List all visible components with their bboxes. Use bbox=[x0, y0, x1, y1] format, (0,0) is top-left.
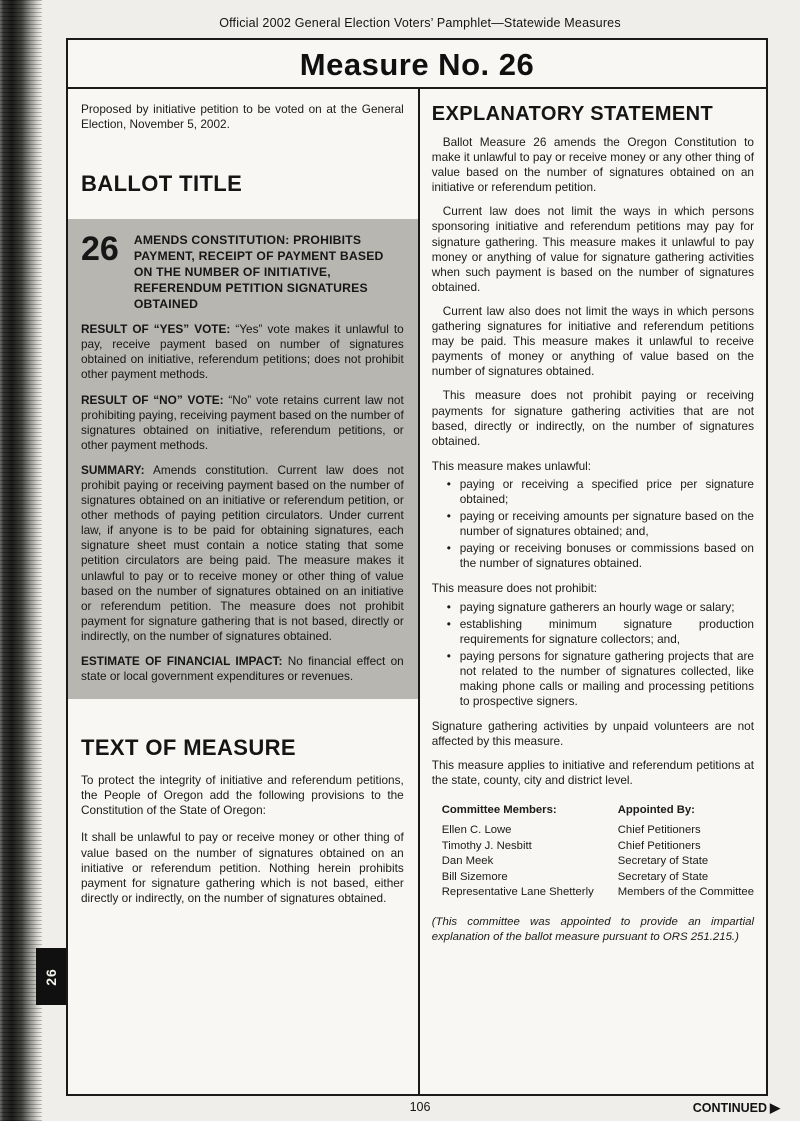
bullet-icon: • bbox=[446, 616, 451, 631]
result-yes-paragraph bbox=[81, 322, 404, 382]
ballot-box-head bbox=[81, 229, 404, 312]
text-of-measure-paragraph: To protect the integrity of initiative and referendum petitions, the People of Oregon add the following provisions to the Constitution of the State of Oregon: bbox=[81, 773, 404, 818]
financial-impact-text: No financial effect on state or local government expenditures or revenues. bbox=[81, 654, 404, 684]
list-item bbox=[447, 477, 754, 507]
continued-arrow-icon: ▶ bbox=[770, 1100, 780, 1115]
result-no-paragraph bbox=[81, 393, 404, 453]
committee-note: (This committee was appointed to provide an impartial explanation of the ballot measure pursuant to ORS 251.215.) bbox=[431, 916, 754, 943]
financial-impact-paragraph bbox=[81, 654, 404, 684]
measure-title: Measure No. 26 bbox=[68, 40, 766, 89]
right-column bbox=[420, 89, 766, 1094]
result-yes-label: RESULT OF “YES” VOTE: bbox=[81, 322, 231, 337]
explanatory-paragraph: Ballot Measure 26 amends the Oregon Constitution to make it unlawful to pay or receive money or any other thing of value based on the number of signatures obtained on an initiative or referendum petition. bbox=[431, 135, 754, 195]
bullet-icon: • bbox=[446, 599, 451, 614]
result-no-text: “No” vote retains current law not prohibiting paying, receiving payment based on the number of signatures obtained on initiative, referendum petitions, or other payment methods. bbox=[81, 392, 404, 452]
page-header: Official 2002 General Election Voters’ Pamphlet—Statewide Measures bbox=[219, 16, 621, 30]
committee-member-name: Bill Sizemore bbox=[441, 870, 508, 883]
committee-row bbox=[442, 885, 754, 901]
committee-appointed-by: Secretary of State bbox=[617, 870, 709, 883]
side-tab-label: 26 bbox=[42, 967, 59, 986]
list-item-text: paying or receiving bonuses or commissions based on the number of signatures obtained. bbox=[459, 541, 754, 571]
columns bbox=[68, 89, 766, 1094]
measure-box bbox=[66, 38, 768, 1096]
committee-member-name: Ellen C. Lowe bbox=[441, 824, 512, 837]
list-item-text: paying persons for signature gathering projects that are not related to the number of signatures collected, like making phone calls or mailing and processing petitions to prospective signers. bbox=[459, 648, 754, 709]
explanatory-paragraph: Current law also does not limit the ways in which persons gathering signatures for initiative and referendum petitions may be paid. This measure makes it unlawful to receive payments of money or anything of value based on the number of signatures obtained. bbox=[431, 303, 754, 379]
explanatory-paragraph: Current law does not limit the ways in which persons sponsoring initiative and referendum petitions may pay for signature gathering. This measure makes it unlawful to pay money or anything of value for signature gathering activities when such payment is based on the number of signatures obtained. bbox=[431, 204, 754, 294]
bullet-icon: • bbox=[446, 509, 451, 524]
not-prohibit-intro: This measure does not prohibit: bbox=[431, 581, 597, 596]
committee-row bbox=[442, 854, 754, 870]
committee-appointed-by: Chief Petitioners bbox=[617, 839, 701, 852]
committee-members-heading: Committee Members: bbox=[441, 803, 557, 816]
continued-label bbox=[693, 1100, 780, 1116]
ballot-title-heading: BALLOT TITLE bbox=[81, 170, 243, 196]
volunteers-paragraph: Signature gathering activities by unpaid volunteers are not affected by this measure. bbox=[431, 719, 754, 749]
list-item bbox=[447, 617, 754, 647]
committee-header-row bbox=[442, 803, 754, 819]
list-item bbox=[447, 541, 754, 571]
committee-appointed-by: Secretary of State bbox=[617, 855, 709, 868]
measure-number: 26 bbox=[81, 229, 119, 268]
committee-row bbox=[442, 823, 754, 839]
result-yes-text: “Yes” vote makes it unlawful to pay, receive payment based on number of signatures obtained on initiative, referendum petitions; does not prohibit other payment methods. bbox=[81, 322, 404, 382]
financial-impact-label: ESTIMATE OF FINANCIAL IMPACT: bbox=[81, 654, 283, 668]
explanatory-paragraph: This measure does not prohibit paying or receiving payments for signature gathering activities that are not based, directly or indirectly, on the number of signatures obtained. bbox=[431, 388, 754, 448]
list-item-text: establishing minimum signature production requirements for signature collectors; and, bbox=[459, 616, 754, 646]
bullet-icon: • bbox=[446, 541, 451, 556]
ballot-title-box bbox=[68, 219, 418, 700]
appointed-by-heading: Appointed By: bbox=[617, 803, 695, 816]
summary-paragraph bbox=[81, 463, 404, 644]
not-prohibit-list bbox=[432, 600, 754, 710]
unlawful-list bbox=[432, 477, 754, 572]
applies-paragraph: This measure applies to initiative and referendum petitions at the state, county, city and district level. bbox=[431, 758, 754, 788]
committee-member-name: Representative Lane Shetterly bbox=[441, 886, 594, 899]
side-tab-measure-26 bbox=[36, 948, 66, 1005]
list-item-text: paying or receiving amounts per signature based on the number of signatures obtained; and, bbox=[459, 509, 754, 539]
bullet-icon: • bbox=[446, 476, 451, 491]
summary-text: Amends constitution. Current law does not prohibit paying or receiving payment based on the number of signatures obtained on an initiative or referendum petition, or other methods of paying petition circulators. Under current law, if anyone is to be paid for obtaining signatures, each signature sheet must contain a notice stating that some petition circulators are being paid. The measure makes it unlawful to pay or to receive money or other thing of value based on the number of signatures obtained on an initiative or referendum petition. The measure does not prohibit payment for signature gathering that is not based, directly or indirectly, on the number of signatures obtained. bbox=[81, 462, 404, 643]
committee-table bbox=[442, 803, 754, 901]
text-of-measure-paragraph: It shall be unlawful to pay or receive money or other thing of value based on the number of signatures obtained on an initiative or referendum petition. Nothing herein prohibits payment for signature gathering which is not based, either directly or indirectly, on the number of signatures obtained. bbox=[81, 830, 404, 905]
unlawful-intro: This measure makes unlawful: bbox=[431, 458, 592, 473]
list-item-text: paying or receiving a specified price per signature obtained; bbox=[459, 476, 754, 506]
ballot-caption: AMENDS CONSTITUTION: PROHIBITS PAYMENT, RECEIPT OF PAYMENT BASED ON THE NUMBER OF INITIATIVE, REFERENDUM PETITION SIGNATURES OBTAINED bbox=[133, 232, 384, 312]
committee-row bbox=[442, 839, 754, 855]
committee-row bbox=[442, 870, 754, 886]
committee-member-name: Timothy J. Nesbitt bbox=[441, 839, 532, 852]
proposed-text: Proposed by initiative petition to be voted on at the General Election, November 5, 2002. bbox=[81, 102, 404, 132]
list-item-text: paying signature gatherers an hourly wage or salary; bbox=[459, 599, 735, 614]
list-item bbox=[447, 649, 754, 709]
list-item bbox=[447, 600, 754, 615]
bullet-icon: • bbox=[446, 648, 451, 663]
committee-member-name: Dan Meek bbox=[441, 855, 494, 868]
left-column bbox=[68, 89, 420, 1094]
explanatory-statement-heading: EXPLANATORY STATEMENT bbox=[431, 103, 714, 125]
text-of-measure-heading: TEXT OF MEASURE bbox=[81, 735, 297, 761]
page-number: 106 bbox=[409, 1100, 431, 1114]
committee-appointed-by: Members of the Committee bbox=[617, 886, 754, 899]
list-item bbox=[447, 509, 754, 539]
summary-label: SUMMARY: bbox=[81, 462, 145, 477]
result-no-label: RESULT OF “NO” VOTE: bbox=[81, 392, 224, 407]
continued-text: CONTINUED bbox=[692, 1101, 767, 1115]
committee-appointed-by: Chief Petitioners bbox=[617, 824, 701, 837]
